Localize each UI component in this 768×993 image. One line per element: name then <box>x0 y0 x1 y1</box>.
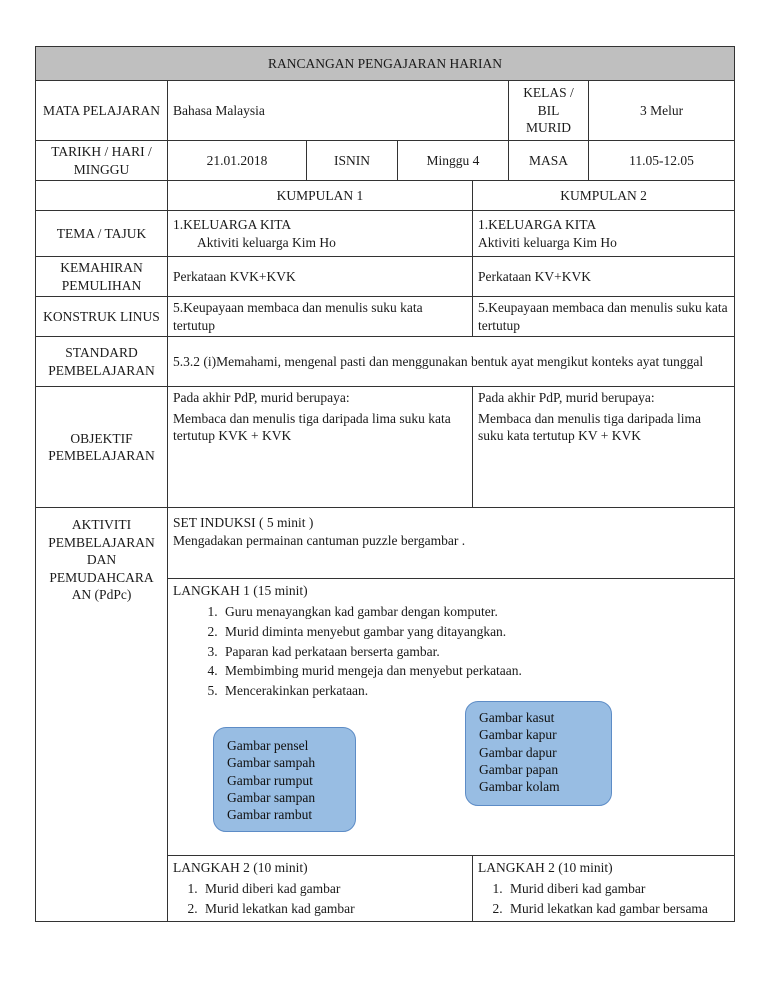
kemahiran-group-2: Perkataan KV+KVK <box>473 257 735 297</box>
list-item: 4. Membimbing murid mengeja dan menyebut perkataan. <box>221 661 729 681</box>
langkah-2-g1-title: LANGKAH 2 (10 minit) <box>173 860 308 876</box>
objektif-g2-text: Membaca dan menulis tiga daripada lima suku kata tertutup KV + KVK <box>478 410 702 444</box>
konstruk-label: KONSTRUK LINUS <box>36 297 168 337</box>
list-item: 1. Murid diberi kad gambar <box>201 879 467 899</box>
page-title: RANCANGAN PENGAJARAN HARIAN <box>36 47 735 81</box>
objektif-group-1 <box>168 387 473 508</box>
kemahiran-group-1: Perkataan KVK+KVK <box>168 257 473 297</box>
set-induksi-text: Mengadakan permainan cantuman puzzle bergambar . <box>173 532 466 548</box>
bubble-word: Gambar dapur <box>479 744 557 760</box>
mata-pelajaran-label: MATA PELAJARAN <box>36 81 168 141</box>
langkah-2-g2-title: LANGKAH 2 (10 minit) <box>478 860 613 876</box>
set-induksi-cell <box>168 508 735 579</box>
list-item: 2. Murid lekatkan kad gambar bersama <box>506 899 729 919</box>
langkah-2-g2-steps <box>478 879 729 919</box>
masa-label: MASA <box>509 141 589 181</box>
objektif-g1-text: Membaca dan menulis tiga daripada lima suku kata tertutup KVK + KVK <box>173 410 451 444</box>
tarikh-date: 21.01.2018 <box>168 141 307 181</box>
kemahiran-label: KEMAHIRAN PEMULIHAN <box>36 257 168 297</box>
tema-g2-line2: Aktiviti keluarga Kim Ho <box>478 234 617 250</box>
mata-pelajaran-value: Bahasa Malaysia <box>168 81 509 141</box>
bubble-word: Gambar rumput <box>227 772 313 788</box>
langkah-2-group-2 <box>473 856 735 921</box>
group-header-blank <box>36 181 168 211</box>
bubble-word: Gambar pensel <box>227 738 309 754</box>
list-item: 2. Murid diminta menyebut gambar yang ditayangkan. <box>221 622 729 642</box>
objektif-group-2 <box>473 387 735 508</box>
list-item: 5. Mencerakinkan perkataan. <box>221 681 729 701</box>
set-induksi-title: SET INDUKSI ( 5 minit ) <box>173 515 314 531</box>
langkah-2-group-1 <box>168 856 473 921</box>
word-bubble-group-2 <box>465 701 612 806</box>
bubble-word: Gambar papan <box>479 761 559 777</box>
word-bubble-group-1 <box>213 727 356 832</box>
bubble-word: Gambar kapur <box>479 727 557 743</box>
tema-group-2 <box>473 211 735 257</box>
tarikh-label: TARIKH / HARI / MINGGU <box>36 141 168 181</box>
lesson-plan-table <box>35 46 735 922</box>
list-item: 2. Murid lekatkan kad gambar <box>201 899 467 919</box>
bubble-word: Gambar kolam <box>479 778 560 794</box>
bubble-word: Gambar rambut <box>227 806 313 822</box>
bubble-word: Gambar kasut <box>479 710 555 726</box>
list-item: 1. Guru menayangkan kad gambar dengan komputer. <box>221 602 729 622</box>
masa-value: 11.05-12.05 <box>589 141 735 181</box>
konstruk-group-2: 5.Keupayaan membaca dan menulis suku kata tertutup <box>473 297 735 337</box>
aktiviti-label: AKTIVITI PEMBELAJARAN DAN PEMUDAHCARA AN (PdPc) <box>36 508 168 921</box>
langkah-1-cell <box>168 579 735 856</box>
tema-g2-line1: 1.KELUARGA KITA <box>478 217 597 233</box>
bubble-word: Gambar sampah <box>227 755 316 771</box>
group-1-header: KUMPULAN 1 <box>168 181 473 211</box>
tarikh-day: ISNIN <box>307 141 398 181</box>
objektif-label: OBJEKTIF PEMBELAJARAN <box>36 387 168 508</box>
group-2-header: KUMPULAN 2 <box>473 181 735 211</box>
kelas-value: 3 Melur <box>589 81 735 141</box>
kelas-label: KELAS / BIL MURID <box>509 81 589 141</box>
list-item: 1. Murid diberi kad gambar <box>506 879 729 899</box>
bubble-word: Gambar sampan <box>227 789 316 805</box>
tarikh-week: Minggu 4 <box>398 141 509 181</box>
tema-group-1 <box>168 211 473 257</box>
list-item: 3. Paparan kad perkataan berserta gambar. <box>221 642 729 662</box>
langkah-1-steps <box>173 602 729 701</box>
langkah-2-g1-steps <box>173 879 467 919</box>
objektif-g2-intro: Pada akhir PdP, murid berupaya: <box>478 390 655 406</box>
standard-value: 5.3.2 (i)Memahami, mengenal pasti dan menggunakan bentuk ayat mengikut konteks ayat tunggal <box>168 337 735 387</box>
tema-g1-line1: 1.KELUARGA KITA <box>173 217 292 233</box>
konstruk-group-1: 5.Keupayaan membaca dan menulis suku kata tertutup <box>168 297 473 337</box>
objektif-g1-intro: Pada akhir PdP, murid berupaya: <box>173 390 350 406</box>
langkah-1-title: LANGKAH 1 (15 minit) <box>173 583 308 599</box>
standard-label: STANDARD PEMBELAJARAN <box>36 337 168 387</box>
tema-label: TEMA / TAJUK <box>36 211 168 257</box>
tema-g1-line2: Aktiviti keluarga Kim Ho <box>197 234 336 250</box>
